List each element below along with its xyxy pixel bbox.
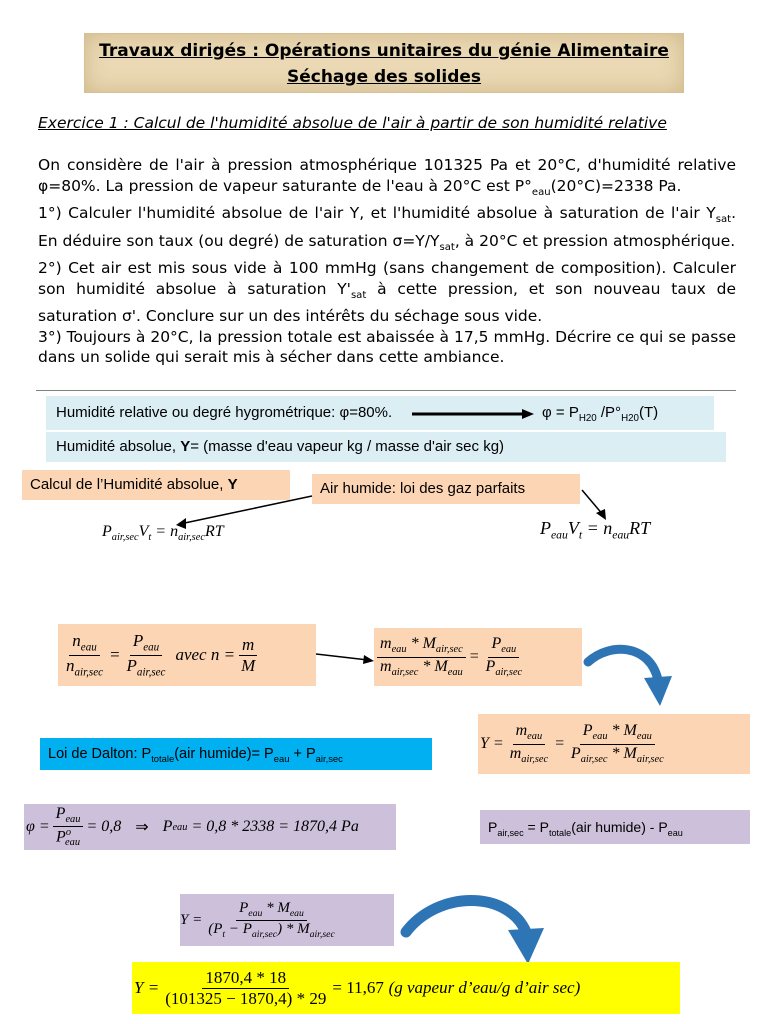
pairsec-c: (air humide) - P xyxy=(571,819,668,835)
y-p-eau-mid: * M xyxy=(607,722,637,740)
phi-def-b: /P° xyxy=(596,404,622,421)
pv-air-v: V xyxy=(138,523,149,540)
q1-sub-1: sat xyxy=(715,214,732,226)
calcul-text: Calcul de l’Humidité absolue, xyxy=(30,476,228,493)
m-eau-mid: * M xyxy=(406,635,436,653)
yfinal-den-c: ) * M xyxy=(277,920,310,937)
exercise-heading: Exercice 1 : Calcul de l'humidité absolue de l'air à partir de son humidité relative xyxy=(38,114,667,132)
phi-p-sat: P xyxy=(56,828,66,846)
y-p-eau: P xyxy=(582,722,593,740)
yfinal-mid: * M xyxy=(262,900,290,917)
m-air: m xyxy=(380,657,392,675)
formula-phi: φ = $\frac{P_{eau}}{P^o_{eau}}$ = 0,8 ⇒ P eau = 0,8 * 2338 = 1870,4 Pa xyxy=(24,804,396,850)
n-eau-sub: eau xyxy=(80,641,97,654)
q2-text-b: à cette pression, et son nouveau taux de saturation σ'. Conclure sur un des intérêts du séchage sous vide. xyxy=(38,279,736,326)
question-3: 3°) Toujours à 20°C, la pression totale est abaissée à 17,5 mmHg. Décrire ce qui se passe dans un solide qui serait mis à sécher dans cette ambiance. xyxy=(38,327,736,367)
y-m-air: m xyxy=(509,744,522,762)
formula-y-mass: Y = $\frac{m_{eau}}{m_{air,sec}}$ = $\frac{P_{eau} * M_{eau}}{P_{air,sec} * M_{air,sec}}$ xyxy=(478,714,750,774)
pv-eau-v: V xyxy=(567,518,579,538)
intro-text-a: On considère de l'air à pression atmosphérique 101325 Pa et 20°C, d'humidité relative φ=80%. La pression de vapeur saturante de l'eau à 20°C est P° xyxy=(38,156,736,195)
frac-y-pressure xyxy=(568,722,667,765)
pv-air-eq: = n xyxy=(151,523,179,540)
yfinal-lhs: Y = xyxy=(180,911,203,928)
phi-p-eau: P xyxy=(55,804,66,822)
pairsec-sub3: eau xyxy=(667,827,683,838)
phi-lhs: φ xyxy=(26,818,35,835)
n-air-sub: air,sec xyxy=(74,665,104,678)
gaz-parfaits-text: Air humide: loi des gaz parfaits xyxy=(320,480,526,497)
n-eau: n xyxy=(72,631,81,651)
formula-pv-air xyxy=(102,523,224,543)
phi-def-c: (T) xyxy=(638,404,659,421)
q1-text-c: , à 20°C et pression atmosphérique. xyxy=(454,231,736,250)
frac-m-over-M xyxy=(238,635,258,675)
intro-sub: eau xyxy=(531,186,551,198)
intro-text-b: (20°C)=2338 Pa. xyxy=(550,176,682,195)
yfinal-den-sub3: air,sec xyxy=(309,928,335,940)
phi-value: = 0,8 xyxy=(86,818,122,835)
p-air-sub: air,sec xyxy=(136,665,166,678)
yfinal-den-a: (P xyxy=(208,920,223,937)
avec-text: avec n = xyxy=(175,645,236,664)
peau-lhs-sub: eau xyxy=(172,821,188,833)
phi-p-sat-sub: eau xyxy=(65,837,81,849)
y-p-eau-sub: eau xyxy=(592,731,608,743)
pairsec-a: P xyxy=(488,819,498,835)
q1-text-b: . En déduire son taux (ou degré) de saturation σ=Y/Y xyxy=(38,204,736,250)
ratio-arrow xyxy=(316,648,378,666)
m-eau-sub2: air,sec xyxy=(435,644,463,656)
curved-arrow-2 xyxy=(398,888,558,970)
m-num: m xyxy=(239,635,257,656)
dalton-b: (air humide)= P xyxy=(174,746,274,762)
pv-air-rt: RT xyxy=(204,523,224,540)
y-m-eau-sub: eau xyxy=(527,731,543,743)
ynum-lhs: Y = xyxy=(134,978,160,997)
frac-mass xyxy=(377,635,466,678)
pv-eau-p-sub: eau xyxy=(551,528,568,542)
ynum-result: = 11,67 xyxy=(332,978,384,997)
dalton-sub1: totale xyxy=(151,752,175,764)
ynum-den: (101325 − 1870,4) * 29 xyxy=(165,988,327,1008)
pairsec-sub2: totale xyxy=(548,827,572,838)
title-line-2: Séchage des solides xyxy=(286,67,482,87)
m-air-sub2: eau xyxy=(447,666,463,678)
p-eau-sub: eau xyxy=(143,641,160,654)
phi-def-a: φ = P xyxy=(542,404,579,421)
q2-text-a: 2°) Cet air est mis sous vide à 100 mmHg (sans changement de composition). Calculer son humidité absolue à saturation Y' xyxy=(38,259,736,298)
absolute-humidity-c: = (masse d'eau vapeur kg / masse d'air sec kg) xyxy=(190,438,505,455)
y-p-air-sub2: air,sec xyxy=(636,753,664,765)
p-eau-2-sub: eau xyxy=(501,644,517,656)
pv-air-p-sub: air,sec xyxy=(111,532,139,544)
peau-lhs: P xyxy=(162,818,173,835)
relative-humidity-text: Humidité relative ou degré hygrométrique: φ=80%. xyxy=(56,404,393,421)
frac-n-ratio xyxy=(63,631,106,678)
yfinal-den-b: − P xyxy=(225,920,252,937)
y-p-air-mid: * M xyxy=(607,744,637,762)
q1-sub-2: sat xyxy=(439,241,455,253)
frac-p-ratio-2 xyxy=(483,635,526,678)
pv-air-v-sub: t xyxy=(148,532,152,544)
formula-y-final xyxy=(180,894,394,946)
pairsec-b: = P xyxy=(523,819,549,835)
formula-pv-eau xyxy=(540,518,650,542)
pairsec-sub1: air,sec xyxy=(497,827,524,838)
m-air-mid: * M xyxy=(418,657,448,675)
q2-sub: sat xyxy=(350,289,367,301)
phi-p-sat-sup: o xyxy=(65,826,72,838)
y-m-air-sub: air,sec xyxy=(521,753,549,765)
pv-air-n-sub: air,sec xyxy=(178,532,205,544)
p-eau: P xyxy=(132,631,144,651)
phi-p-eau-sub: eau xyxy=(65,813,81,825)
n-air: n xyxy=(66,655,75,675)
yfinal-den-sub1: t xyxy=(222,928,226,940)
formula-mole-ratio: $\frac{n_{eau}}{n_{air,sec}}$ = $\frac{P_{eau}}{P_{air,sec}}$ avec n = $\frac{m}{M}$ xyxy=(58,624,316,686)
p-air-2: P xyxy=(485,657,496,675)
pv-eau-n-sub: eau xyxy=(612,528,630,542)
yfinal-den-sub2: air,sec xyxy=(251,928,278,940)
pv-eau-p: P xyxy=(540,518,551,538)
p-air-2-sub: air,sec xyxy=(495,666,523,678)
calcul-y: Y xyxy=(227,476,238,493)
phi-def-sub1: H20 xyxy=(578,413,597,424)
pv-air-p: P xyxy=(102,523,112,540)
formula-mass-ratio: $\frac{m_{eau} * M_{air,sec}}{m_{air,sec} * M_{eau}}$ = $\frac{P_{eau}}{P_{air,sec}}$ xyxy=(374,628,582,686)
dalton-sub2: eau xyxy=(273,752,290,764)
ynum-unit: (g vapeur d’eau/g d’air sec) xyxy=(388,978,581,997)
frac-y-final xyxy=(205,900,338,939)
dalton-sub3: air,sec xyxy=(315,752,343,764)
q1-text-a: 1°) Calculer l'humidité absolue de l'air Y, et l'humidité absolue à saturation de l'air Y xyxy=(38,204,716,223)
absolute-humidity-y: Y xyxy=(180,438,191,455)
curved-arrow-1 xyxy=(580,640,680,720)
m-air-sub: air,sec xyxy=(391,666,419,678)
dalton-a: Loi de Dalton: P xyxy=(48,746,152,762)
y-p-air-sub: air,sec xyxy=(580,753,608,765)
yfinal-m-eau-sub: eau xyxy=(289,908,304,920)
peau-calc: = 0,8 * 2338 = 1870,4 Pa xyxy=(191,818,359,835)
formula-y-numeric xyxy=(132,962,680,1014)
frac-y-mass xyxy=(507,722,551,765)
frac-p-ratio xyxy=(124,631,169,678)
dalton-c: + P xyxy=(289,746,316,762)
m-eau-sub: eau xyxy=(391,644,407,656)
y-m-eau: m xyxy=(515,722,528,740)
p-eau-2: P xyxy=(491,635,502,653)
m-eau: m xyxy=(380,635,392,653)
p-air: P xyxy=(126,655,137,675)
pv-eau-rt: RT xyxy=(629,518,651,538)
y-p-eau-sub2: eau xyxy=(636,731,652,743)
ynum-num: 1870,4 * 18 xyxy=(202,968,289,989)
note-p-air-sec xyxy=(480,810,750,844)
note-loi-dalton xyxy=(40,738,432,770)
y-p-air: P xyxy=(570,744,581,762)
pv-eau-v-sub: t xyxy=(578,528,583,542)
m-den: M xyxy=(241,655,256,675)
phi-def-sub2: H20 xyxy=(621,413,639,424)
frac-phi xyxy=(53,805,84,850)
y-lhs: Y xyxy=(480,735,489,752)
yfinal-p-eau-sub: eau xyxy=(248,908,263,920)
implies-arrow: ⇒ xyxy=(135,819,149,836)
absolute-humidity-a: Humidité absolue, xyxy=(56,438,181,455)
pv-eau-eq: = n xyxy=(582,518,613,538)
frac-y-numeric xyxy=(162,968,329,1008)
yfinal-p-eau: P xyxy=(239,900,249,917)
title-line-1: Travaux dirigés : Opérations unitaires du génie Alimentaire xyxy=(99,41,669,61)
